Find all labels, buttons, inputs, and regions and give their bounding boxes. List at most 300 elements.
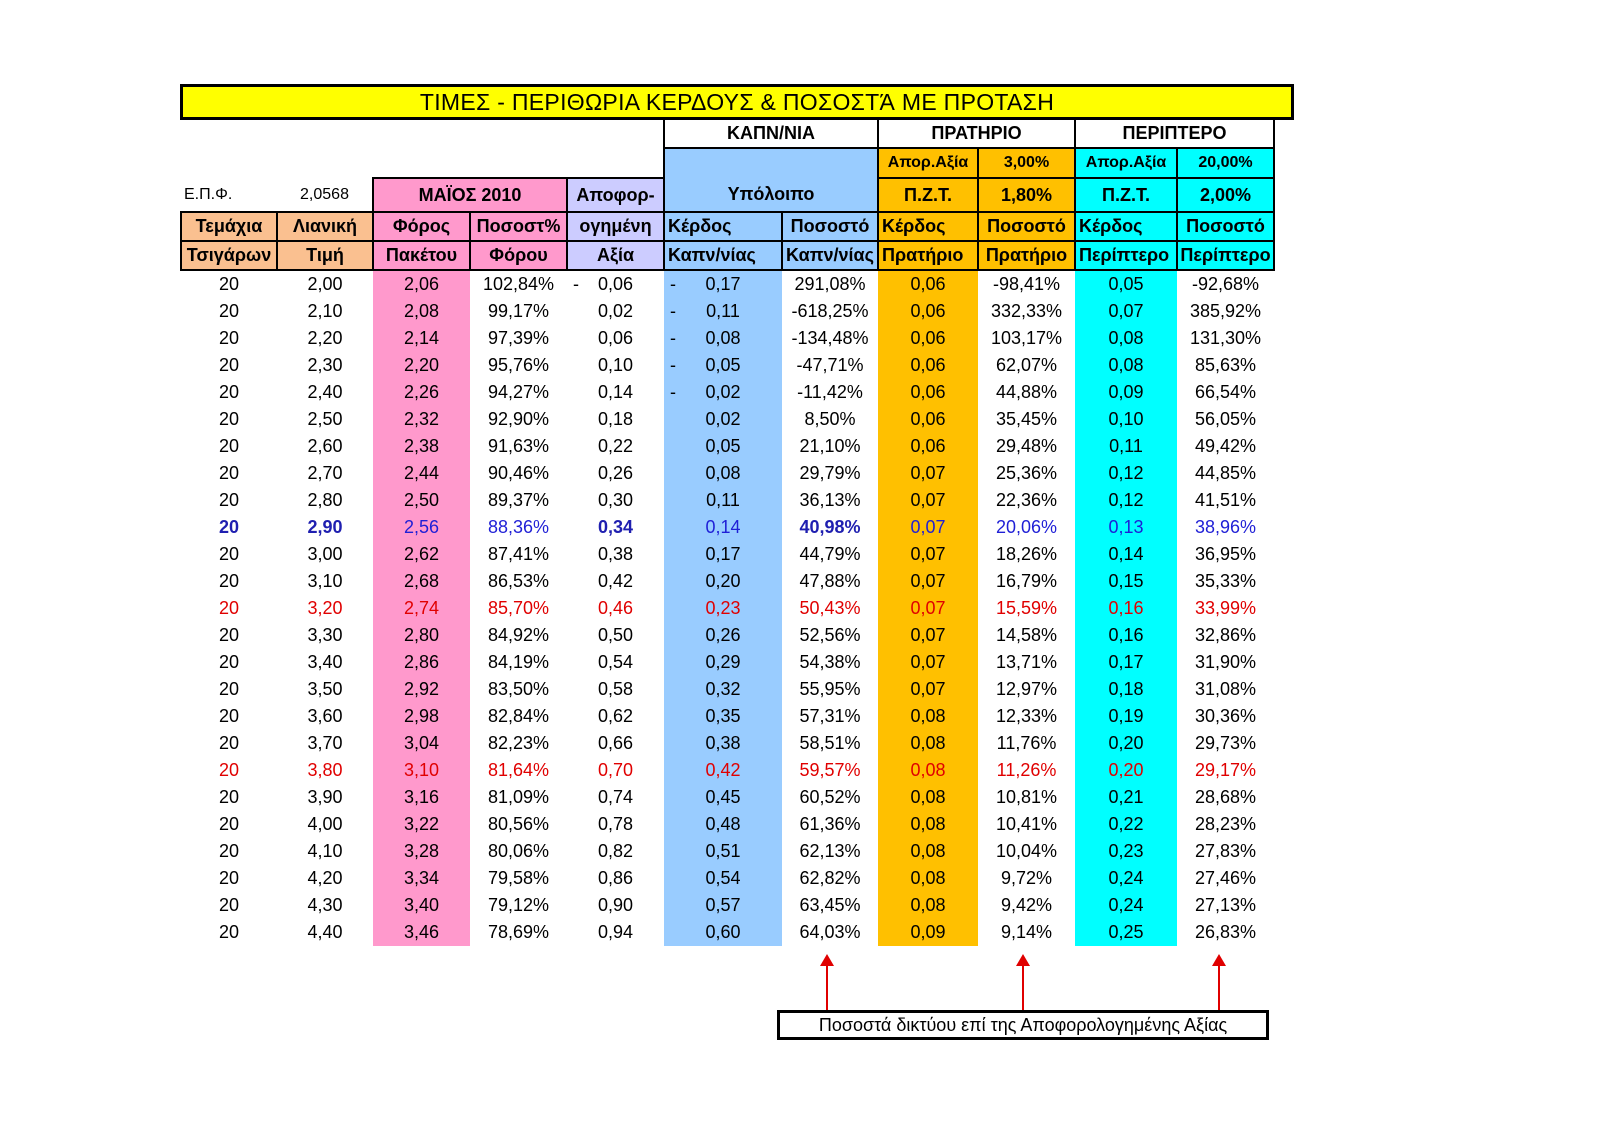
cell-value: 56,05% bbox=[1194, 409, 1257, 429]
cell-net-value bbox=[567, 433, 664, 460]
hdr2-col-3: Φόρου bbox=[470, 241, 567, 270]
table-row bbox=[181, 919, 1274, 946]
cell-pack-tax bbox=[373, 568, 470, 595]
cell-value: 3,16 bbox=[403, 787, 440, 807]
cell-retail-price bbox=[277, 919, 373, 946]
cell-retail-price bbox=[277, 541, 373, 568]
hdr1-col-7: Κέρδος bbox=[878, 212, 978, 241]
cell-net-value bbox=[567, 838, 664, 865]
cell-tax-percent bbox=[470, 595, 567, 622]
cell-periptero-percent bbox=[1177, 649, 1274, 676]
hdr1-col-10: Ποσοστό bbox=[1177, 212, 1274, 241]
cell-pratirio-profit bbox=[878, 757, 978, 784]
cell-pieces bbox=[181, 919, 277, 946]
cell-kapnovio-percent bbox=[782, 541, 878, 568]
cell-periptero-profit bbox=[1075, 352, 1177, 379]
cell-value: 20 bbox=[218, 274, 240, 294]
cell-value: 0,05 bbox=[1108, 274, 1144, 294]
cell-value: 35,45% bbox=[995, 409, 1058, 429]
cell-pratirio-percent bbox=[978, 703, 1075, 730]
cell-pack-tax bbox=[373, 433, 470, 460]
cell-value: 0,26 bbox=[705, 625, 741, 645]
cell-value: 3,10 bbox=[307, 571, 343, 591]
group-periptero: ΠΕΡΙΠΤΕΡΟ bbox=[1075, 120, 1274, 148]
cell-kapnovio-profit bbox=[664, 730, 782, 757]
cell-value: 2,14 bbox=[403, 328, 440, 348]
cell-pratirio-profit bbox=[878, 433, 978, 460]
cell-tax-percent bbox=[470, 379, 567, 406]
cell-kapnovio-profit bbox=[664, 352, 782, 379]
cell-tax-percent bbox=[470, 406, 567, 433]
cell-periptero-percent bbox=[1177, 433, 1274, 460]
cell-periptero-profit bbox=[1075, 649, 1177, 676]
cell-pieces bbox=[181, 406, 277, 433]
cell-value: 28,23% bbox=[1194, 814, 1257, 834]
cell-value: 80,56% bbox=[487, 814, 550, 834]
hdr1-col-1: Λιανική bbox=[277, 212, 373, 241]
cell-pratirio-percent bbox=[978, 352, 1075, 379]
cell-value: 31,90% bbox=[1194, 652, 1257, 672]
cell-value: 0,38 bbox=[597, 544, 634, 564]
cell-value: 0,14 bbox=[597, 382, 634, 402]
cell-pack-tax bbox=[373, 270, 470, 298]
cell-value: 2,20 bbox=[307, 328, 343, 348]
cell-value: 0,17 bbox=[705, 544, 741, 564]
cell-retail-price bbox=[277, 811, 373, 838]
cell-value: 0,32 bbox=[705, 679, 741, 699]
table-row bbox=[181, 622, 1274, 649]
cell-value: 0,08 bbox=[705, 463, 741, 483]
negative-sign: - bbox=[670, 382, 676, 402]
hdr1-col-3: Ποσοστ% bbox=[470, 212, 567, 241]
cell-pack-tax bbox=[373, 649, 470, 676]
cell-pratirio-percent bbox=[978, 541, 1075, 568]
cell-tax-percent bbox=[470, 568, 567, 595]
cell-periptero-percent bbox=[1177, 676, 1274, 703]
cell-tax-percent bbox=[470, 352, 567, 379]
cell-value: 2,90 bbox=[307, 517, 343, 537]
cell-kapnovio-percent bbox=[782, 379, 878, 406]
cell-value: 61,36% bbox=[799, 814, 861, 834]
cell-pratirio-profit bbox=[878, 676, 978, 703]
cell-value: 29,48% bbox=[995, 436, 1058, 456]
cell-value: 0,18 bbox=[1108, 679, 1144, 699]
cell-pratirio-profit bbox=[878, 622, 978, 649]
cell-value: 20 bbox=[218, 571, 240, 591]
cell-value: 0,08 bbox=[910, 895, 946, 915]
arrow-pratirio bbox=[1022, 956, 1024, 1010]
cell-value: 0,54 bbox=[705, 868, 741, 888]
cell-value: 49,42% bbox=[1194, 436, 1257, 456]
cell-pratirio-profit bbox=[878, 892, 978, 919]
cell-net-value bbox=[567, 892, 664, 919]
cell-periptero-profit bbox=[1075, 379, 1177, 406]
cell-value: 0,45 bbox=[705, 787, 741, 807]
cell-kapnovio-percent bbox=[782, 757, 878, 784]
cell-value: -134,48% bbox=[791, 328, 869, 348]
cell-value: 0,23 bbox=[1108, 841, 1144, 861]
cell-value: 41,51% bbox=[1194, 490, 1257, 510]
cell-retail-price bbox=[277, 865, 373, 892]
cell-value: 0,46 bbox=[597, 598, 634, 618]
cell-tax-percent bbox=[470, 838, 567, 865]
cell-value: 0,11 bbox=[706, 490, 740, 510]
pratirio-pzt-value: 1,80% bbox=[978, 178, 1075, 212]
cell-tax-percent bbox=[470, 757, 567, 784]
cell-value: -11,42% bbox=[797, 382, 863, 402]
cell-pieces bbox=[181, 433, 277, 460]
cell-net-value bbox=[567, 352, 664, 379]
cell-value: 2,30 bbox=[307, 355, 343, 375]
cell-pratirio-profit bbox=[878, 919, 978, 946]
cell-periptero-percent bbox=[1177, 541, 1274, 568]
cell-value: 0,07 bbox=[910, 517, 946, 537]
cell-pieces bbox=[181, 757, 277, 784]
cell-value: 0,19 bbox=[1108, 706, 1144, 726]
hdr2-col-5: Καπν/νίας bbox=[664, 241, 782, 270]
cell-pieces bbox=[181, 298, 277, 325]
table-row bbox=[181, 649, 1274, 676]
cell-value: 2,50 bbox=[403, 490, 440, 510]
cell-value: 3,28 bbox=[403, 841, 440, 861]
cell-pieces bbox=[181, 784, 277, 811]
cell-periptero-profit bbox=[1075, 676, 1177, 703]
cell-value: 3,50 bbox=[307, 679, 343, 699]
cell-kapnovio-profit bbox=[664, 595, 782, 622]
hdr2-col-4: Αξία bbox=[567, 241, 664, 270]
cell-periptero-percent bbox=[1177, 919, 1274, 946]
cell-value: 0,02 bbox=[705, 382, 741, 402]
cell-value: 332,33% bbox=[990, 301, 1063, 321]
cell-value: 3,70 bbox=[307, 733, 343, 753]
cell-value: 62,07% bbox=[995, 355, 1058, 375]
cell-value: 8,50% bbox=[804, 409, 856, 429]
hdr2-col-8: Πρατήριο bbox=[978, 241, 1075, 270]
cell-value: 44,79% bbox=[799, 544, 861, 564]
cell-kapnovio-percent bbox=[782, 919, 878, 946]
cell-net-value bbox=[567, 595, 664, 622]
cell-value: 2,68 bbox=[403, 571, 440, 591]
cell-pack-tax bbox=[373, 406, 470, 433]
cell-value: 0,35 bbox=[705, 706, 741, 726]
header-row-2 bbox=[181, 241, 1274, 270]
cell-pieces bbox=[181, 568, 277, 595]
table-row bbox=[181, 541, 1274, 568]
cell-kapnovio-profit bbox=[664, 514, 782, 541]
cell-value: 20 bbox=[218, 598, 240, 618]
cell-value: 4,00 bbox=[307, 814, 343, 834]
cell-pratirio-percent bbox=[978, 460, 1075, 487]
cell-value: 9,72% bbox=[1000, 868, 1053, 888]
cell-value: 20 bbox=[218, 706, 240, 726]
cell-pack-tax bbox=[373, 838, 470, 865]
table-row bbox=[181, 730, 1274, 757]
cell-pack-tax bbox=[373, 811, 470, 838]
cell-net-value bbox=[567, 811, 664, 838]
cell-retail-price bbox=[277, 406, 373, 433]
cell-value: 0,10 bbox=[1108, 409, 1144, 429]
cell-value: 3,00 bbox=[307, 544, 343, 564]
cell-periptero-percent bbox=[1177, 838, 1274, 865]
table-row bbox=[181, 298, 1274, 325]
cell-value: 33,99% bbox=[1194, 598, 1257, 618]
cell-value: 12,33% bbox=[995, 706, 1058, 726]
cell-value: 99,17% bbox=[487, 301, 550, 321]
cell-pratirio-percent bbox=[978, 730, 1075, 757]
table-row bbox=[181, 487, 1274, 514]
cell-value: 82,23% bbox=[487, 733, 550, 753]
cell-tax-percent bbox=[470, 514, 567, 541]
table-row bbox=[181, 433, 1274, 460]
cell-value: 0,62 bbox=[597, 706, 634, 726]
cell-value: 0,11 bbox=[706, 301, 740, 321]
negative-sign: - bbox=[670, 355, 676, 375]
cell-value: 0,08 bbox=[910, 814, 946, 834]
cell-value: 0,48 bbox=[705, 814, 741, 834]
cell-value: 0,22 bbox=[1108, 814, 1144, 834]
cell-retail-price bbox=[277, 298, 373, 325]
cell-value: 20 bbox=[218, 814, 240, 834]
periptero-apor-value: 20,00% bbox=[1177, 148, 1274, 178]
cell-value: 0,07 bbox=[910, 679, 946, 699]
cell-pieces bbox=[181, 730, 277, 757]
cell-periptero-profit bbox=[1075, 757, 1177, 784]
cell-pratirio-profit bbox=[878, 406, 978, 433]
cell-kapnovio-percent bbox=[782, 460, 878, 487]
cell-pratirio-percent bbox=[978, 622, 1075, 649]
negative-sign: - bbox=[670, 328, 676, 348]
hdr1-col-0: Τεμάχια bbox=[181, 212, 277, 241]
cell-value: 0,08 bbox=[910, 841, 946, 861]
table-row bbox=[181, 460, 1274, 487]
cell-pratirio-percent bbox=[978, 270, 1075, 298]
cell-retail-price bbox=[277, 622, 373, 649]
cell-pratirio-percent bbox=[978, 757, 1075, 784]
cell-value: 2,56 bbox=[403, 517, 440, 537]
arrow-kapnovio bbox=[826, 956, 828, 1010]
cell-value: 0,08 bbox=[910, 733, 946, 753]
cell-value: 55,95% bbox=[799, 679, 861, 699]
cell-value: 3,10 bbox=[403, 760, 440, 780]
table-row bbox=[181, 757, 1274, 784]
cell-retail-price bbox=[277, 352, 373, 379]
cell-value: 10,81% bbox=[995, 787, 1058, 807]
cell-kapnovio-percent bbox=[782, 838, 878, 865]
cell-value: 0,70 bbox=[597, 760, 634, 780]
cell-value: 0,06 bbox=[910, 274, 946, 294]
cell-pratirio-profit bbox=[878, 784, 978, 811]
cell-value: 20 bbox=[218, 787, 240, 807]
cell-value: 20 bbox=[218, 544, 240, 564]
cell-value: 0,07 bbox=[910, 571, 946, 591]
table-row bbox=[181, 784, 1274, 811]
cell-pratirio-profit bbox=[878, 460, 978, 487]
table-row bbox=[181, 811, 1274, 838]
cell-value: 3,20 bbox=[307, 598, 343, 618]
epf-row bbox=[181, 178, 1274, 212]
hdr2-col-10: Περίπτερο bbox=[1177, 241, 1274, 270]
cell-retail-price bbox=[277, 568, 373, 595]
cell-net-value bbox=[567, 568, 664, 595]
cell-value: 2,08 bbox=[403, 301, 440, 321]
cell-kapnovio-profit bbox=[664, 541, 782, 568]
cell-pack-tax bbox=[373, 352, 470, 379]
cell-retail-price bbox=[277, 649, 373, 676]
cell-net-value bbox=[567, 622, 664, 649]
cell-value: 0,20 bbox=[705, 571, 741, 591]
cell-value: 0,18 bbox=[597, 409, 634, 429]
cell-retail-price bbox=[277, 892, 373, 919]
cell-value: 0,66 bbox=[597, 733, 634, 753]
cell-periptero-percent bbox=[1177, 379, 1274, 406]
cell-value: 20 bbox=[218, 895, 240, 915]
cell-value: 9,42% bbox=[1000, 895, 1053, 915]
cell-value: 0,08 bbox=[1108, 328, 1144, 348]
cell-pratirio-profit bbox=[878, 541, 978, 568]
cell-value: 85,63% bbox=[1194, 355, 1257, 375]
cell-periptero-percent bbox=[1177, 460, 1274, 487]
group-header-row bbox=[181, 120, 1274, 148]
cell-periptero-percent bbox=[1177, 784, 1274, 811]
cell-pratirio-profit bbox=[878, 298, 978, 325]
cell-pieces bbox=[181, 622, 277, 649]
cell-value: 11,76% bbox=[996, 733, 1057, 753]
cell-pratirio-percent bbox=[978, 568, 1075, 595]
cell-periptero-profit bbox=[1075, 514, 1177, 541]
cell-value: 47,88% bbox=[799, 571, 861, 591]
cell-value: 4,40 bbox=[307, 922, 343, 942]
cell-kapnovio-profit bbox=[664, 919, 782, 946]
cell-pack-tax bbox=[373, 298, 470, 325]
epf-label: Ε.Π.Φ. bbox=[184, 185, 233, 203]
cell-tax-percent bbox=[470, 622, 567, 649]
cell-pratirio-profit bbox=[878, 838, 978, 865]
cell-kapnovio-percent bbox=[782, 406, 878, 433]
cell-pratirio-percent bbox=[978, 838, 1075, 865]
cell-periptero-profit bbox=[1075, 595, 1177, 622]
cell-value: 0,82 bbox=[597, 841, 634, 861]
cell-kapnovio-percent bbox=[782, 811, 878, 838]
cell-kapnovio-percent bbox=[782, 298, 878, 325]
cell-value: 0,54 bbox=[597, 652, 634, 672]
hdr1-col-6: Ποσοστό bbox=[782, 212, 878, 241]
ypoloipo-label: Υπόλοιπο bbox=[664, 178, 878, 212]
cell-kapnovio-profit bbox=[664, 703, 782, 730]
cell-value: 2,80 bbox=[307, 490, 343, 510]
cell-pieces bbox=[181, 460, 277, 487]
cell-value: 52,56% bbox=[799, 625, 861, 645]
cell-value: 13,71% bbox=[995, 652, 1058, 672]
cell-periptero-percent bbox=[1177, 298, 1274, 325]
cell-kapnovio-profit bbox=[664, 325, 782, 352]
cell-value: 0,07 bbox=[910, 598, 946, 618]
cell-value: 2,44 bbox=[403, 463, 440, 483]
cell-value: 16,79% bbox=[995, 571, 1058, 591]
cell-kapnovio-percent bbox=[782, 865, 878, 892]
cell-value: 20 bbox=[218, 490, 240, 510]
cell-value: 0,29 bbox=[705, 652, 741, 672]
cell-value: 27,46% bbox=[1194, 868, 1257, 888]
cell-value: 0,07 bbox=[1108, 301, 1144, 321]
cell-value: 15,59% bbox=[995, 598, 1058, 618]
cell-kapnovio-profit bbox=[664, 865, 782, 892]
cell-kapnovio-profit bbox=[664, 676, 782, 703]
cell-value: 0,90 bbox=[597, 895, 634, 915]
cell-periptero-profit bbox=[1075, 487, 1177, 514]
table-row bbox=[181, 514, 1274, 541]
cell-value: 0,08 bbox=[1108, 355, 1144, 375]
cell-periptero-profit bbox=[1075, 865, 1177, 892]
table-row bbox=[181, 379, 1274, 406]
cell-value: 44,88% bbox=[995, 382, 1058, 402]
cell-value: 27,83% bbox=[1194, 841, 1257, 861]
cell-tax-percent bbox=[470, 270, 567, 298]
cell-value: 2,26 bbox=[403, 382, 440, 402]
cell-value: 38,96% bbox=[1194, 517, 1257, 537]
cell-value: 2,40 bbox=[307, 382, 343, 402]
cell-net-value bbox=[567, 649, 664, 676]
cell-value: 78,69% bbox=[487, 922, 550, 942]
cell-value: 0,22 bbox=[597, 436, 634, 456]
cell-pack-tax bbox=[373, 622, 470, 649]
cell-value: 2,10 bbox=[307, 301, 343, 321]
cell-value: 36,95% bbox=[1194, 544, 1257, 564]
cell-value: 9,14% bbox=[1000, 922, 1053, 942]
cell-value: 32,86% bbox=[1194, 625, 1257, 645]
cell-value: 3,22 bbox=[403, 814, 440, 834]
cell-periptero-profit bbox=[1075, 406, 1177, 433]
cell-value: 0,06 bbox=[910, 328, 946, 348]
cell-net-value bbox=[567, 487, 664, 514]
cell-value: 0,09 bbox=[1108, 382, 1144, 402]
table-row bbox=[181, 865, 1274, 892]
cell-value: -92,68% bbox=[1191, 274, 1260, 294]
cell-value: 0,20 bbox=[1108, 760, 1144, 780]
cell-pratirio-percent bbox=[978, 919, 1075, 946]
cell-value: 0,24 bbox=[1108, 868, 1144, 888]
hdr2-col-9: Περίπτερο bbox=[1075, 241, 1177, 270]
cell-value: 3,04 bbox=[403, 733, 440, 753]
cell-periptero-percent bbox=[1177, 703, 1274, 730]
epf-value: 2,0568 bbox=[300, 185, 349, 203]
cell-pack-tax bbox=[373, 892, 470, 919]
cell-pack-tax bbox=[373, 676, 470, 703]
cell-kapnovio-percent bbox=[782, 514, 878, 541]
kapnovio-blank bbox=[664, 148, 878, 178]
cell-periptero-profit bbox=[1075, 730, 1177, 757]
cell-value: 0,09 bbox=[910, 922, 946, 942]
cell-value: 0,78 bbox=[597, 814, 634, 834]
cell-pieces bbox=[181, 649, 277, 676]
cell-value: 63,45% bbox=[799, 895, 861, 915]
cell-pratirio-profit bbox=[878, 568, 978, 595]
cell-retail-price bbox=[277, 838, 373, 865]
cell-pieces bbox=[181, 676, 277, 703]
cell-pratirio-profit bbox=[878, 730, 978, 757]
cell-pack-tax bbox=[373, 919, 470, 946]
cell-value: 0,17 bbox=[1108, 652, 1144, 672]
cell-kapnovio-profit bbox=[664, 487, 782, 514]
cell-value: 0,23 bbox=[705, 598, 741, 618]
cell-retail-price bbox=[277, 595, 373, 622]
cell-value: 0,07 bbox=[910, 463, 946, 483]
cell-net-value bbox=[567, 703, 664, 730]
cell-value: 0,15 bbox=[1108, 571, 1144, 591]
cell-pieces bbox=[181, 379, 277, 406]
cell-value: 20 bbox=[218, 436, 240, 456]
cell-value: 0,12 bbox=[1108, 463, 1144, 483]
cell-value: 27,13% bbox=[1194, 895, 1257, 915]
